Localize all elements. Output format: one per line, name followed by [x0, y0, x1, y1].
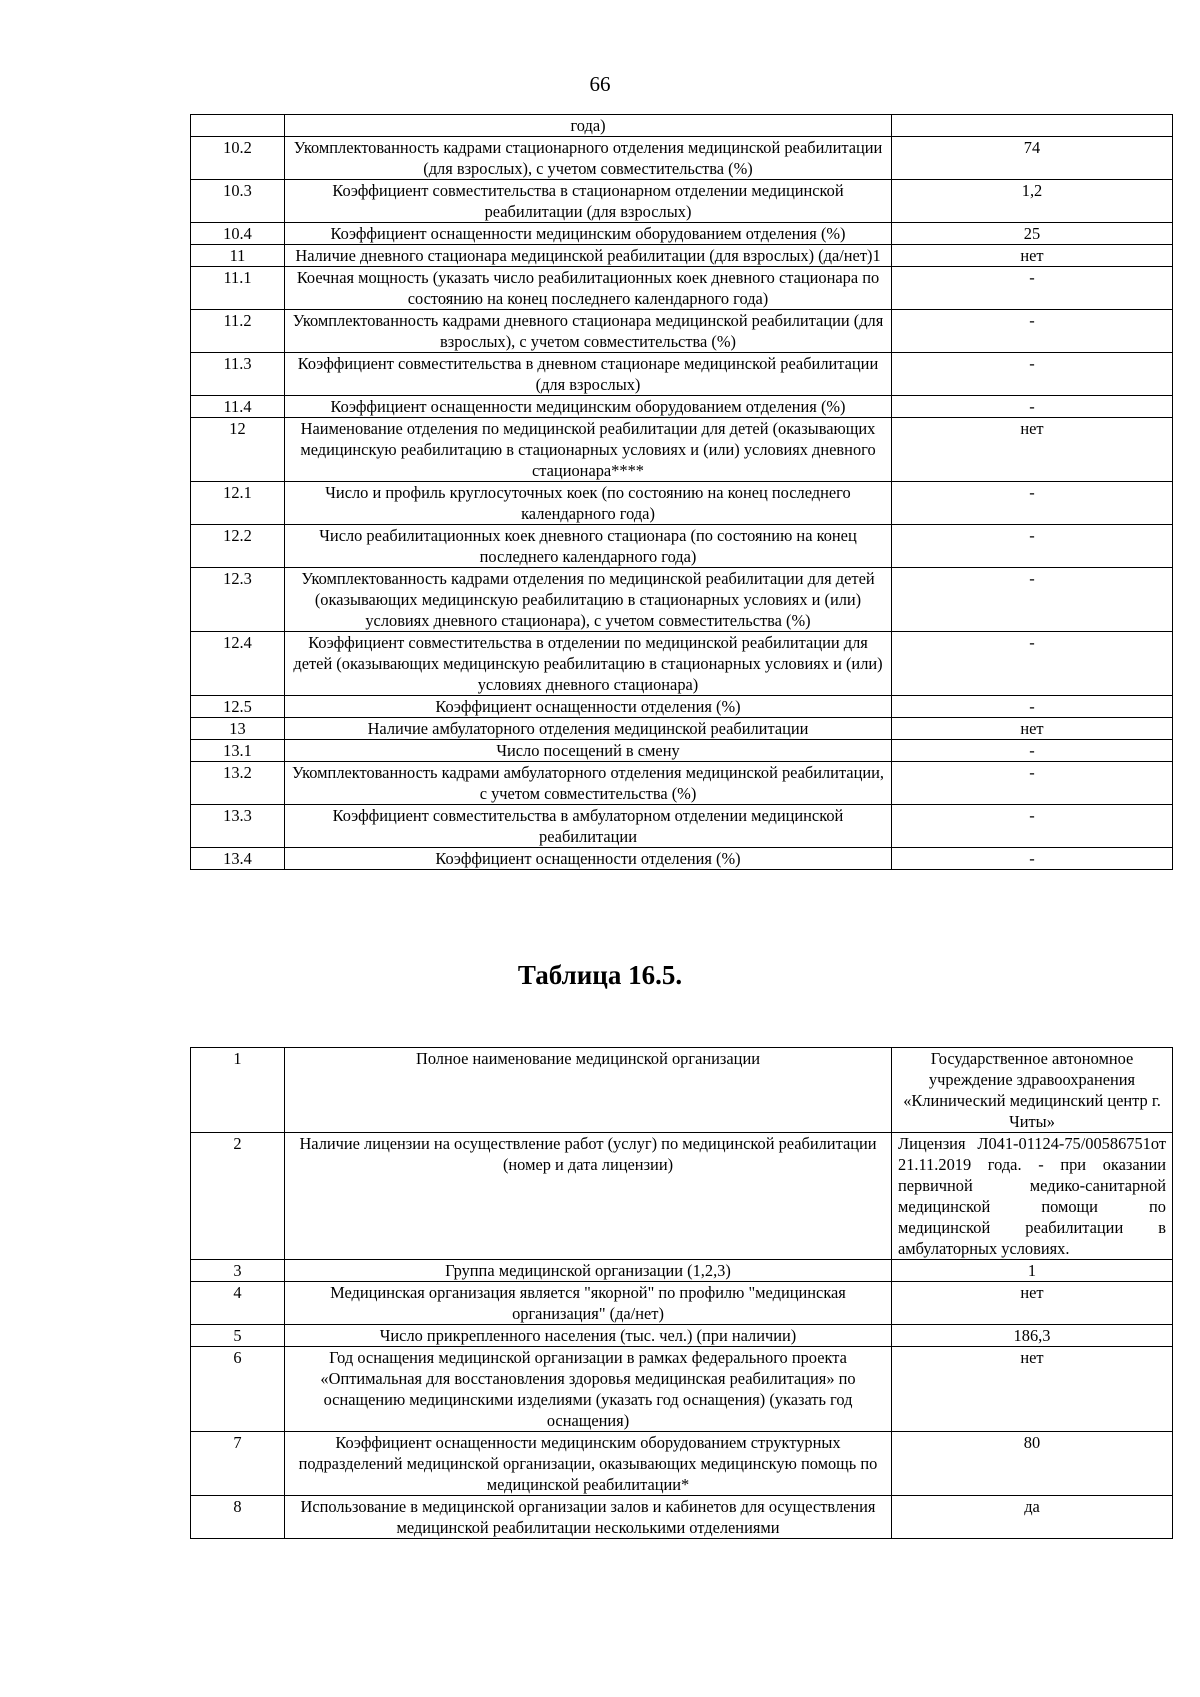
row-value-cell: 25 [892, 223, 1173, 245]
row-description-cell: Наличие лицензии на осуществление работ (услуг) по медицинской реабилитации (номер и дата лицензии) [285, 1133, 892, 1260]
table-row [191, 396, 1173, 418]
table-row [191, 525, 1173, 568]
row-value-cell: - [892, 353, 1173, 396]
row-number-cell: 11.4 [191, 396, 285, 418]
table-row [191, 1048, 1173, 1133]
row-value-cell: - [892, 848, 1173, 870]
row-value-cell: - [892, 568, 1173, 632]
row-number-cell: 11.2 [191, 310, 285, 353]
row-description-cell: Коэффициент оснащенности отделения (%) [285, 848, 892, 870]
row-value-cell: нет [892, 1347, 1173, 1432]
row-number-cell: 8 [191, 1496, 285, 1539]
row-description-cell: Группа медицинской организации (1,2,3) [285, 1260, 892, 1282]
row-description-cell: Укомплектованность кадрами амбулаторного отделения медицинской реабилитации, с учетом совместительства (%) [285, 762, 892, 805]
row-number-cell: 12.2 [191, 525, 285, 568]
row-value-cell: нет [892, 718, 1173, 740]
row-description-cell: Число реабилитационных коек дневного стационара (по состоянию на конец последнего календарного года) [285, 525, 892, 568]
row-value-cell: нет [892, 418, 1173, 482]
row-value-cell: - [892, 632, 1173, 696]
table-row [191, 1260, 1173, 1282]
row-number-cell: 3 [191, 1260, 285, 1282]
row-description-cell: Коэффициент оснащенности медицинским оборудованием структурных подразделений медицинской организации, оказывающих медицинскую помощь по медицинской реабилитации* [285, 1432, 892, 1496]
row-number-cell: 4 [191, 1282, 285, 1325]
row-description-cell: Медицинская организация является "якорной" по профилю "медицинская организация" (да/нет) [285, 1282, 892, 1325]
table-row [191, 1282, 1173, 1325]
row-value-cell: - [892, 805, 1173, 848]
row-description-cell: Число прикрепленного населения (тыс. чел.) (при наличии) [285, 1325, 892, 1347]
table-row [191, 696, 1173, 718]
row-number-cell: 12.3 [191, 568, 285, 632]
row-number-cell [191, 115, 285, 137]
table-row [191, 245, 1173, 267]
table-row [191, 1133, 1173, 1260]
row-description-cell: Коэффициент совместительства в амбулаторном отделении медицинской реабилитации [285, 805, 892, 848]
table-row [191, 418, 1173, 482]
table-row [191, 137, 1173, 180]
table-row [191, 180, 1173, 223]
row-description-cell: Число посещений в смену [285, 740, 892, 762]
row-number-cell: 12.5 [191, 696, 285, 718]
row-description-cell: Коэффициент оснащенности медицинским оборудованием отделения (%) [285, 223, 892, 245]
table-row [191, 310, 1173, 353]
row-value-cell: 74 [892, 137, 1173, 180]
table-row [191, 482, 1173, 525]
row-number-cell: 12.4 [191, 632, 285, 696]
row-number-cell: 13.1 [191, 740, 285, 762]
row-description-cell: Год оснащения медицинской организации в рамках федерального проекта «Оптимальная для восстановления здоровья медицинская реабилитация» по оснащению медицинскими изделиями (указать год оснащения) (указать год оснащения) [285, 1347, 892, 1432]
table-row [191, 267, 1173, 310]
row-value-cell: - [892, 310, 1173, 353]
row-value-cell: 80 [892, 1432, 1173, 1496]
row-value-cell: - [892, 525, 1173, 568]
row-description-cell: Наименование отделения по медицинской реабилитации для детей (оказывающих медицинскую реабилитацию в стационарных условиях и (или) условиях дневного стационара**** [285, 418, 892, 482]
row-value-cell [892, 115, 1173, 137]
row-description-cell: Коэффициент совместительства в дневном стационаре медицинской реабилитации (для взрослых) [285, 353, 892, 396]
table-row [191, 353, 1173, 396]
table-row [191, 805, 1173, 848]
row-description-cell: Коечная мощность (указать число реабилитационных коек дневного стационара по состоянию на конец последнего календарного года) [285, 267, 892, 310]
row-number-cell: 11.3 [191, 353, 285, 396]
table-row [191, 1347, 1173, 1432]
row-description-cell: Полное наименование медицинской организации [285, 1048, 892, 1133]
row-description-cell: Коэффициент оснащенности отделения (%) [285, 696, 892, 718]
rehab-indicators-table [190, 114, 1173, 870]
organization-info-table [190, 1047, 1173, 1539]
table-row [191, 223, 1173, 245]
table-row [191, 762, 1173, 805]
row-number-cell: 2 [191, 1133, 285, 1260]
table-row [191, 1432, 1173, 1496]
row-description-cell: Укомплектованность кадрами дневного стационара медицинской реабилитации (для взрослых), с учетом совместительства (%) [285, 310, 892, 353]
row-number-cell: 10.3 [191, 180, 285, 223]
table-title: Таблица 16.5. [517, 960, 683, 990]
row-value-cell: - [892, 482, 1173, 525]
row-value-cell: нет [892, 1282, 1173, 1325]
table-row [191, 115, 1173, 137]
row-value-cell: 1 [892, 1260, 1173, 1282]
row-number-cell: 13.2 [191, 762, 285, 805]
table-row [191, 568, 1173, 632]
row-number-cell: 13 [191, 718, 285, 740]
row-value-cell: - [892, 740, 1173, 762]
table-row [191, 1325, 1173, 1347]
row-number-cell: 12.1 [191, 482, 285, 525]
row-number-cell: 7 [191, 1432, 285, 1496]
row-value-cell: - [892, 696, 1173, 718]
row-number-cell: 13.4 [191, 848, 285, 870]
row-number-cell: 11.1 [191, 267, 285, 310]
row-value-cell: 1,2 [892, 180, 1173, 223]
page-number: 66 [589, 72, 611, 96]
row-description-cell: Укомплектованность кадрами отделения по медицинской реабилитации для детей (оказывающих медицинскую реабилитацию в стационарных условиях и (или) условиях дневного стационара), с учетом совместительства (%) [285, 568, 892, 632]
row-description-cell: Число и профиль круглосуточных коек (по состоянию на конец последнего календарного года) [285, 482, 892, 525]
row-number-cell: 13.3 [191, 805, 285, 848]
row-description-cell: Коэффициент совместительства в отделении по медицинской реабилитации для детей (оказывающих медицинскую реабилитацию в стационарных условиях и (или) условиях дневного стационара) [285, 632, 892, 696]
row-value-cell: - [892, 267, 1173, 310]
row-value-cell: - [892, 762, 1173, 805]
table-row [191, 740, 1173, 762]
table-row [191, 718, 1173, 740]
row-number-cell: 11 [191, 245, 285, 267]
row-value-cell: 186,3 [892, 1325, 1173, 1347]
row-description-cell: Наличие амбулаторного отделения медицинской реабилитации [285, 718, 892, 740]
row-description-cell: Использование в медицинской организации залов и кабинетов для осуществления медицинской реабилитации несколькими отделениями [285, 1496, 892, 1539]
row-number-cell: 5 [191, 1325, 285, 1347]
row-value-cell: Лицензия Л041-01124-75/00586751от 21.11.2019 года. - при оказании первичной медико-санитарной медицинской помощи по медицинской реабилитации в амбулаторных условиях. [892, 1133, 1173, 1260]
row-description-cell: года) [285, 115, 892, 137]
row-description-cell: Наличие дневного стационара медицинской реабилитации (для взрослых) (да/нет)1 [285, 245, 892, 267]
row-number-cell: 10.4 [191, 223, 285, 245]
row-value-cell: да [892, 1496, 1173, 1539]
row-number-cell: 10.2 [191, 137, 285, 180]
row-value-cell: Государственное автономное учреждение здравоохранения «Клинический медицинский центр г. Читы» [892, 1048, 1173, 1133]
row-number-cell: 12 [191, 418, 285, 482]
row-number-cell: 1 [191, 1048, 285, 1133]
row-description-cell: Коэффициент совместительства в стационарном отделении медицинской реабилитации (для взрослых) [285, 180, 892, 223]
table-row [191, 632, 1173, 696]
row-description-cell: Коэффициент оснащенности медицинским оборудованием отделения (%) [285, 396, 892, 418]
table-row [191, 1496, 1173, 1539]
row-description-cell: Укомплектованность кадрами стационарного отделения медицинской реабилитации (для взрослых), с учетом совместительства (%) [285, 137, 892, 180]
row-number-cell: 6 [191, 1347, 285, 1432]
table-row [191, 848, 1173, 870]
row-value-cell: нет [892, 245, 1173, 267]
row-value-cell: - [892, 396, 1173, 418]
